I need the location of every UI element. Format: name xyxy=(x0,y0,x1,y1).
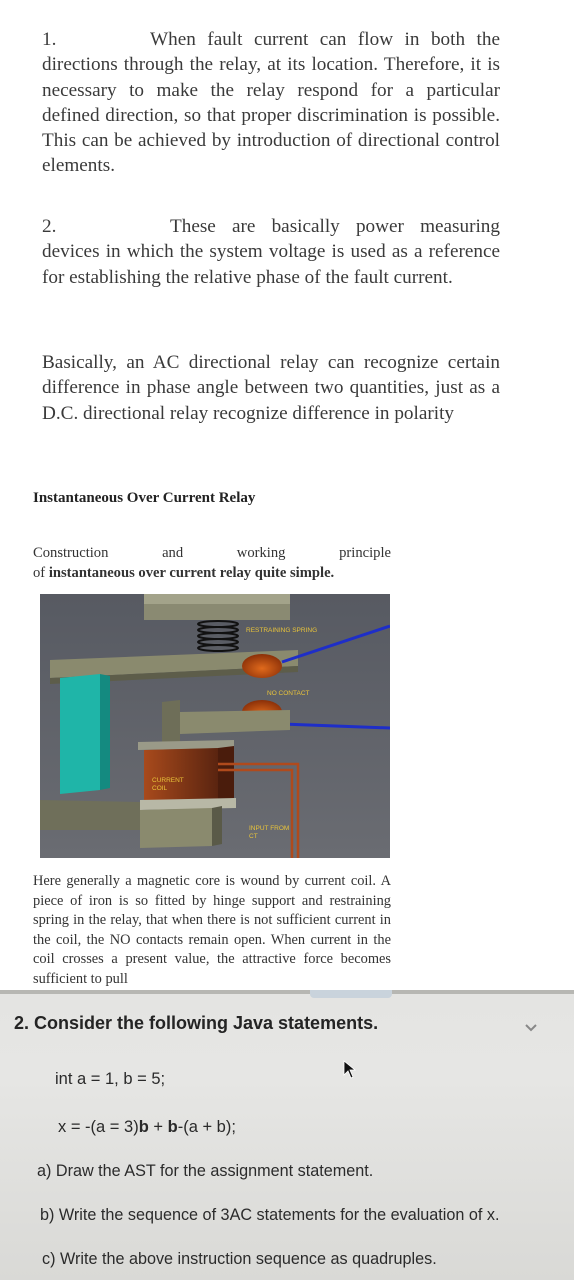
intro-word: Construction xyxy=(33,545,109,561)
question-photo xyxy=(0,990,574,1280)
question-part-a: a) Draw the AST for the assignment statement. xyxy=(37,1162,374,1180)
question-part-b: b) Write the sequence of 3AC statements for the evaluation of x. xyxy=(40,1206,500,1224)
paragraph-2-number: 2. xyxy=(42,216,57,237)
mouse-cursor-icon xyxy=(343,1060,357,1080)
paragraph-1-number: 1. xyxy=(42,29,57,50)
core-foot xyxy=(140,808,212,848)
code-line-2 xyxy=(58,1118,236,1137)
section-heading: Instantaneous Over Current Relay xyxy=(33,490,256,506)
section-intro xyxy=(33,544,391,583)
photo-tab xyxy=(310,990,392,998)
label-restraining-spring: RESTRAINING SPRING xyxy=(246,627,318,634)
relay-diagram xyxy=(40,594,390,858)
question-title: 2. Consider the following Java statements. xyxy=(14,1013,379,1033)
label-no-contact: NO CONTACT xyxy=(267,690,310,697)
code-line-1: int a = 1, b = 5; xyxy=(55,1070,166,1088)
label-current-coil-2: COIL xyxy=(152,785,168,792)
section-intro-line1 xyxy=(33,544,391,564)
label-input-from-ct-2: CT xyxy=(249,833,258,840)
section-body: Here generally a magnetic core is wound by current coil. A piece of iron is so fitted by hinge support and restraining spring in the relay, that when there is not sufficient current in the coil, the NO contacts remain open. When current in the coil crosses a present value, the attractive force becomes sufficient to pull xyxy=(33,873,391,987)
paragraph-2 xyxy=(42,214,500,290)
paragraph-3: Basically, an AC directional relay can recognize certain difference in phase angle between two quantities, just as a D.C. directional relay recognize difference in polarity xyxy=(42,352,500,424)
intro-word: principle xyxy=(339,545,391,561)
chevron-down-icon[interactable] xyxy=(524,1023,538,1033)
paragraph-1-text: When fault current can flow in both the directions through the relay, at its location. Therefore, it is necessary to make the relay respond for a particular defined direction, so that proper discrimination is possible. This can be achieved by introduction of directional control elements. xyxy=(42,29,500,177)
code-line-2-text: x = -(a = 3)b + b-(a + b); xyxy=(58,1118,236,1136)
intro-word: working xyxy=(236,545,286,561)
intro-word: and xyxy=(162,545,184,561)
label-current-coil-1: CURRENT xyxy=(152,777,184,784)
intro-bold: instantaneous over current relay quite simple. xyxy=(48,564,335,581)
hinge-support xyxy=(60,674,100,794)
photo-edge xyxy=(0,990,574,994)
current-coil xyxy=(144,748,218,802)
no-contact-upper xyxy=(242,654,282,678)
intro-prefix: of xyxy=(33,564,49,581)
section-intro-line2 xyxy=(33,564,391,584)
contact-arm xyxy=(180,710,290,734)
paragraph-2-text: These are basically power measuring devices in which the system voltage is used as a reference for establishing the relative phase of the fault current. xyxy=(42,216,500,288)
label-input-from-ct-1: INPUT FROM xyxy=(249,825,290,832)
top-plate xyxy=(144,604,290,620)
paragraph-1 xyxy=(42,27,500,179)
question-part-c: c) Write the above instruction sequence as quadruples. xyxy=(42,1250,437,1268)
